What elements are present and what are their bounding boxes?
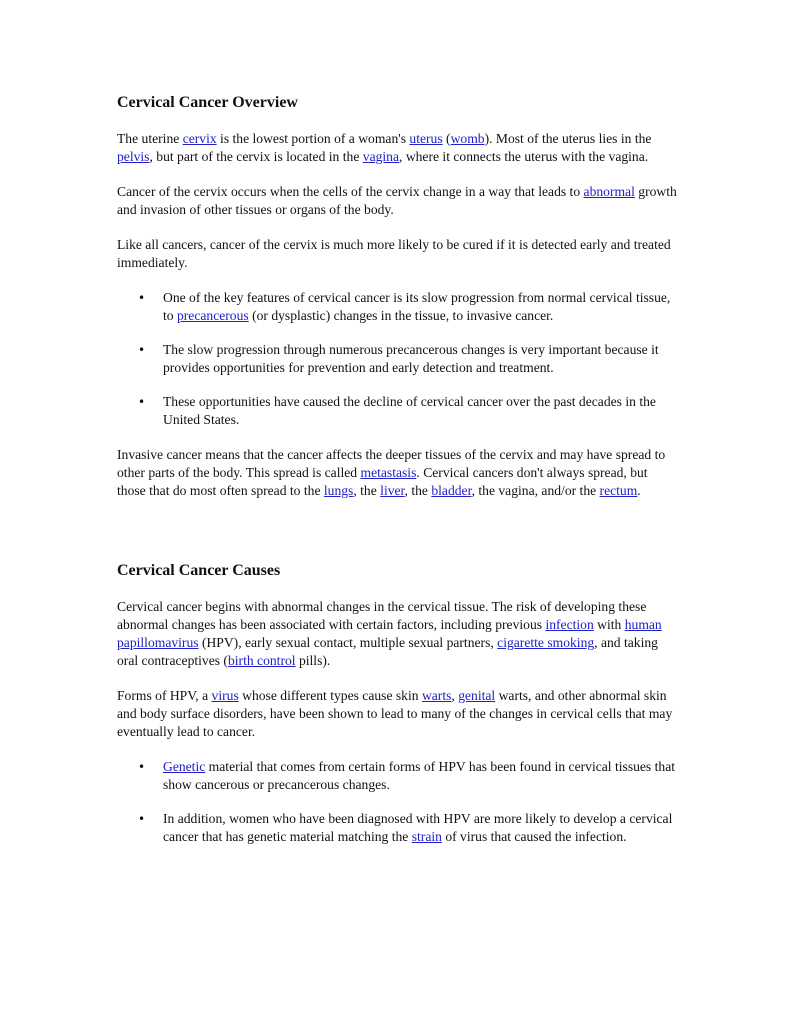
causes-paragraph-1: Cervical cancer begins with abnormal changes in the cervical tissue. The risk of developing these abnormal changes has been associated with certain factors, including previous infection with human papillomavirus (HPV), early sexual contact, multiple sexual partners, cigarette smoking, and taking oral contraceptives (birth control pills). (117, 599, 662, 668)
link-cigarette-smoking[interactable]: cigarette smoking (497, 635, 595, 650)
link-vagina[interactable]: vagina (362, 149, 400, 164)
overview-bullet-list (117, 289, 679, 429)
link-cervix[interactable]: cervix (182, 131, 217, 146)
overview-paragraph-1: The uterine cervix is the lowest portion of a woman's uterus (womb). Most of the uterus lies in the pelvis, but part of the cervix is located in the vagina, where it connects the uterus with the vagina. (117, 131, 652, 164)
list-item: • These opportunities have caused the decline of cervical cancer over the past decades in the United States. (163, 393, 679, 429)
causes-heading: Cervical Cancer Causes (117, 562, 281, 579)
overview-paragraph-3: Like all cancers, cancer of the cervix is much more likely to be cured if it is detected early and treated immediately. (117, 237, 671, 270)
causes-paragraph-2: Forms of HPV, a virus whose different types cause skin warts, genital warts, and other abnormal skin and body surface disorders, have been shown to lead to many of the changes in cervical cells that may eventually lead to cancer. (117, 688, 673, 739)
link-bladder[interactable]: bladder (431, 483, 472, 498)
link-strain[interactable]: strain (411, 829, 442, 844)
link-lungs[interactable]: lungs (323, 483, 354, 498)
overview-heading: Cervical Cancer Overview (117, 94, 298, 111)
link-abnormal[interactable]: abnormal (583, 184, 635, 199)
list-item: • In addition, women who have been diagnosed with HPV are more likely to develop a cervical cancer that has genetic material matching the strain of virus that caused the infection. (163, 810, 679, 846)
link-birth-control[interactable]: birth control (227, 653, 296, 668)
section-spacer (117, 517, 679, 561)
overview-paragraph-4: Invasive cancer means that the cancer affects the deeper tissues of the cervix and may have spread to other parts of the body. This spread is called metastasis. Cervical cancers don't always spread, but those that do most often spread to the lungs, the liver, the bladder, the vagina, and/or the rectum. (117, 447, 666, 498)
link-infection[interactable]: infection (545, 617, 594, 632)
list-item: • Genetic material that comes from certain forms of HPV has been found in cervical tissues that show cancerous or precancerous changes. (163, 758, 679, 794)
link-precancerous[interactable]: precancerous (176, 308, 249, 323)
link-human-papillomavirus[interactable]: human papillomavirus (117, 617, 662, 650)
link-pelvis[interactable]: pelvis (117, 149, 150, 164)
list-item: • The slow progression through numerous precancerous changes is very important because it provides opportunities for prevention and early detection and treatment. (163, 341, 679, 377)
overview-paragraph-2: Cancer of the cervix occurs when the cells of the cervix change in a way that leads to abnormal growth and invasion of other tissues or organs of the body. (117, 184, 677, 217)
document-page (117, 93, 679, 863)
link-rectum[interactable]: rectum (599, 483, 638, 498)
link-uterus[interactable]: uterus (409, 131, 443, 146)
link-womb[interactable]: womb (450, 131, 485, 146)
link-metastasis[interactable]: metastasis (360, 465, 417, 480)
list-item: • One of the key features of cervical cancer is its slow progression from normal cervical tissue, to precancerous (or dysplastic) changes in the tissue, to invasive cancer. (163, 289, 679, 325)
causes-bullet-list (117, 758, 679, 846)
link-genetic[interactable]: Genetic (163, 759, 206, 774)
link-liver[interactable]: liver (380, 483, 405, 498)
link-virus[interactable]: virus (211, 688, 239, 703)
link-genital[interactable]: genital (458, 688, 496, 703)
link-warts[interactable]: warts (421, 688, 452, 703)
